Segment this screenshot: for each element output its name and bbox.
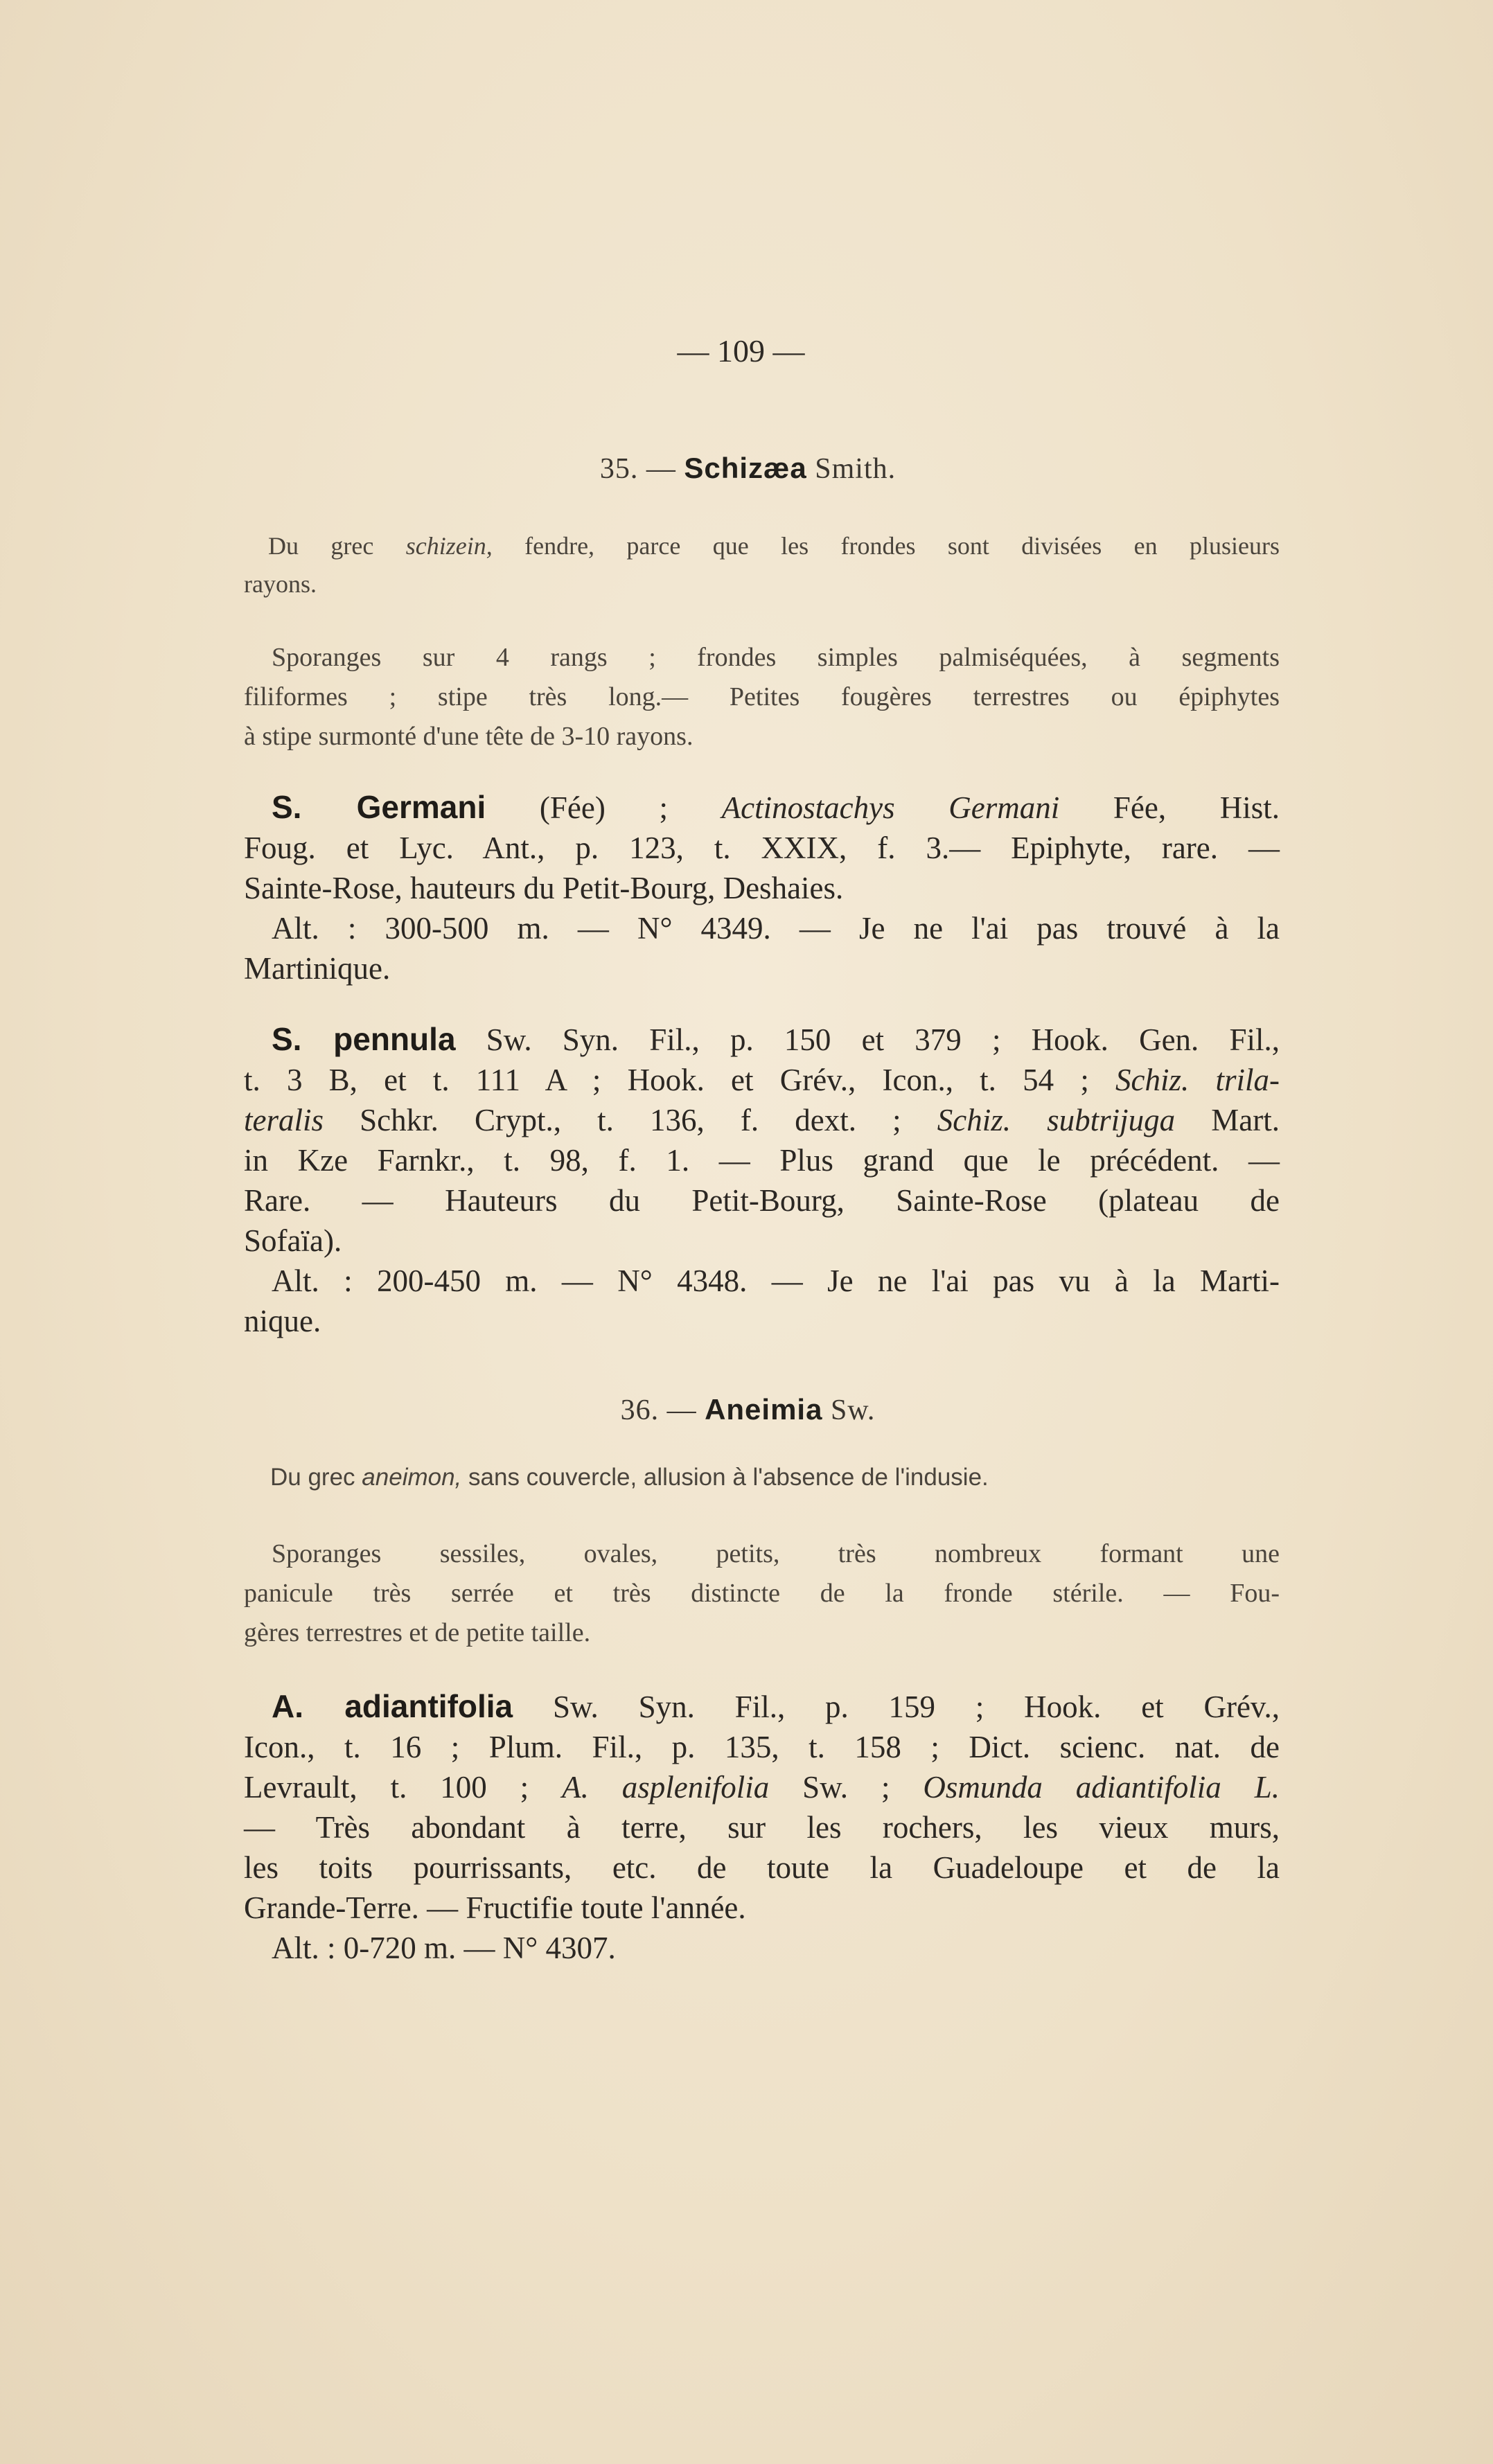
description-line: panicule très serrée et très distincte de la fronde stérile. — Fou-	[244, 1579, 1280, 1608]
etymology-line: Du grec aneimon, sans couvercle, allusion à l'absence de l'indusie.	[270, 1464, 989, 1491]
entry-line: Foug. et Lyc. Ant., p. 123, t. XXIX, f. 3.— Epiphyte, rare. —	[244, 831, 1280, 865]
entry-line: nique.	[244, 1304, 321, 1338]
genus-description-schizaea	[244, 638, 1280, 756]
book-page	[244, 333, 1280, 1968]
etymology-schizaea	[244, 527, 1280, 603]
species-entry-pennula	[244, 1019, 1280, 1341]
entry-line: Sofaïa).	[244, 1223, 342, 1258]
page-number: — 109 —	[677, 333, 805, 369]
description-line: à stipe surmonté d'une tête de 3-10 rayons.	[244, 722, 694, 751]
description-line: Sporanges sur 4 rangs ; frondes simples palmiséquées, à segments	[272, 643, 1280, 672]
description-line: Sporanges sessiles, ovales, petits, très nombreux formant une	[272, 1539, 1280, 1568]
genus-heading-aneimia	[216, 1393, 1280, 1427]
entry-line: Alt. : 300-500 m. — N° 4349. — Je ne l'ai pas trouvé à la	[272, 911, 1280, 946]
entry-line: les toits pourrissants, etc. de toute la Guadeloupe et de la	[244, 1850, 1280, 1885]
etymology-line: Du grec schizein, fendre, parce que les frondes sont divisées en plusieurs	[268, 532, 1280, 560]
genus-number: 35. —	[599, 453, 676, 485]
species-name: A. adiantifolia	[272, 1688, 513, 1724]
entry-line: Rare. — Hauteurs du Petit-Bourg, Sainte-Rose (plateau de	[244, 1183, 1280, 1218]
entry-line: A. adiantifolia Sw. Syn. Fil., p. 159 ; Hook. et Grév.,	[272, 1688, 1280, 1724]
genus-description-aneimia	[244, 1534, 1280, 1653]
genus-author: Smith.	[815, 453, 896, 485]
genus-name: Aneimia	[705, 1393, 823, 1426]
etymology-aneimia	[244, 1458, 1280, 1496]
genus-name: Schizæa	[684, 452, 807, 484]
entry-line: S. pennula Sw. Syn. Fil., p. 150 et 379 ; Hook. Gen. Fil.,	[272, 1021, 1280, 1057]
etymology-line: rayons.	[244, 570, 317, 598]
entry-line: Icon., t. 16 ; Plum. Fil., p. 135, t. 158 ; Dict. scienc. nat. de	[244, 1730, 1280, 1764]
entry-line: Alt. : 0-720 m. — N° 4307.	[272, 1931, 616, 1965]
entry-line: in Kze Farnkr., t. 98, f. 1. — Plus grand que le précédent. —	[244, 1143, 1280, 1178]
description-line: filiformes ; stipe très long.— Petites fougères terrestres ou épiphytes	[244, 682, 1280, 711]
entry-line: Alt. : 200-450 m. — N° 4348. — Je ne l'ai pas vu à la Marti-	[272, 1264, 1280, 1298]
entry-line: Sainte-Rose, hauteurs du Petit-Bourg, Deshaies.	[244, 871, 844, 905]
species-entry-adiantifolia	[244, 1686, 1280, 1968]
species-entry-germani	[244, 787, 1280, 989]
entry-line: t. 3 B, et t. 111 A ; Hook. et Grév., Icon., t. 54 ; Schiz. trila-	[244, 1063, 1280, 1097]
entry-line: Martinique.	[244, 951, 391, 986]
genus-heading-schizaea	[216, 452, 1280, 486]
genus-number: 36. —	[620, 1394, 697, 1426]
genus-author: Sw.	[830, 1394, 876, 1426]
species-name: S. Germani	[272, 789, 486, 825]
description-line: gères terrestres et de petite taille.	[244, 1618, 591, 1647]
entry-line: Grande-Terre. — Fructifie toute l'année.	[244, 1890, 746, 1925]
entry-line: Levrault, t. 100 ; A. asplenifolia Sw. ; Osmunda adiantifolia L.	[244, 1770, 1280, 1805]
entry-line: — Très abondant à terre, sur les rochers, les vieux murs,	[244, 1810, 1280, 1845]
entry-line: teralis Schkr. Crypt., t. 136, f. dext. ; Schiz. subtrijuga Mart.	[244, 1103, 1280, 1137]
species-name: S. pennula	[272, 1021, 456, 1057]
entry-line: S. Germani (Fée) ; Actinostachys Germani Fée, Hist.	[272, 789, 1280, 825]
